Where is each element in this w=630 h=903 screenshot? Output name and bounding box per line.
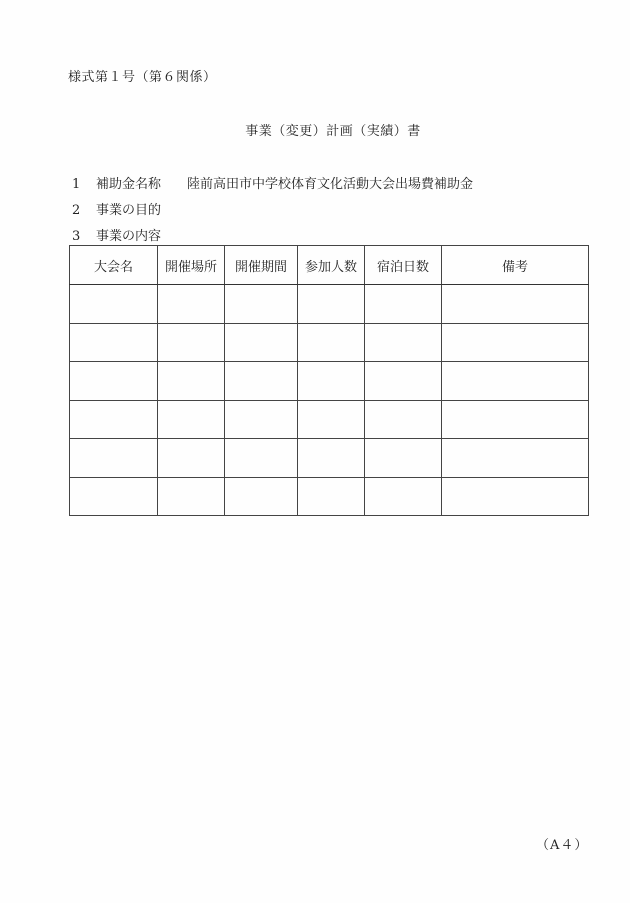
item-label: 事業の内容 — [96, 229, 162, 244]
cell-event-name — [70, 477, 158, 516]
cell-nights — [365, 477, 442, 516]
cell-remarks — [442, 285, 589, 324]
cell-venue — [158, 285, 225, 324]
item-label: 事業の目的 — [96, 203, 162, 218]
cell-nights — [365, 323, 442, 362]
document-title: 事業（変更）計画（実績）書 — [245, 124, 421, 139]
cell-nights — [365, 400, 442, 439]
cell-participants — [298, 285, 365, 324]
item-content — [72, 225, 161, 244]
cell-venue — [158, 362, 225, 401]
cell-participants — [298, 400, 365, 439]
cell-period — [225, 323, 298, 362]
header-nights: 宿泊日数 — [365, 246, 442, 285]
cell-participants — [298, 477, 365, 516]
cell-nights — [365, 439, 442, 478]
cell-nights — [365, 362, 442, 401]
form-number: 様式第１号（第６関係） — [68, 70, 217, 85]
table-row — [70, 323, 589, 362]
paper-size-label: （A４） — [536, 838, 589, 853]
table-row — [70, 477, 589, 516]
item-label: 補助金名称 — [96, 177, 162, 192]
item-number: 2 — [72, 203, 81, 218]
cell-venue — [158, 400, 225, 439]
item-number: 3 — [72, 229, 81, 244]
header-remarks: 備考 — [442, 246, 589, 285]
cell-venue — [158, 439, 225, 478]
cell-venue — [158, 477, 225, 516]
item-subsidy-name — [72, 173, 473, 192]
header-participants: 参加人数 — [298, 246, 365, 285]
cell-event-name — [70, 362, 158, 401]
cell-period — [225, 285, 298, 324]
cell-venue — [158, 323, 225, 362]
cell-remarks — [442, 323, 589, 362]
cell-event-name — [70, 323, 158, 362]
cell-period — [225, 362, 298, 401]
cell-event-name — [70, 285, 158, 324]
cell-remarks — [442, 400, 589, 439]
item-value: 陸前高田市中学校体育文化活動大会出場費補助金 — [187, 177, 474, 192]
table-header-row — [70, 246, 589, 285]
header-period: 開催期間 — [225, 246, 298, 285]
cell-nights — [365, 285, 442, 324]
cell-participants — [298, 362, 365, 401]
cell-participants — [298, 323, 365, 362]
table-row — [70, 439, 589, 478]
header-venue: 開催場所 — [158, 246, 225, 285]
table-row — [70, 285, 589, 324]
table-row — [70, 362, 589, 401]
cell-period — [225, 439, 298, 478]
cell-remarks — [442, 362, 589, 401]
cell-period — [225, 400, 298, 439]
cell-event-name — [70, 400, 158, 439]
cell-remarks — [442, 477, 589, 516]
event-table — [69, 245, 589, 516]
cell-participants — [298, 439, 365, 478]
table-row — [70, 400, 589, 439]
item-purpose — [72, 199, 161, 218]
item-number: 1 — [72, 177, 81, 192]
header-event-name: 大会名 — [70, 246, 158, 285]
cell-event-name — [70, 439, 158, 478]
cell-period — [225, 477, 298, 516]
cell-remarks — [442, 439, 589, 478]
